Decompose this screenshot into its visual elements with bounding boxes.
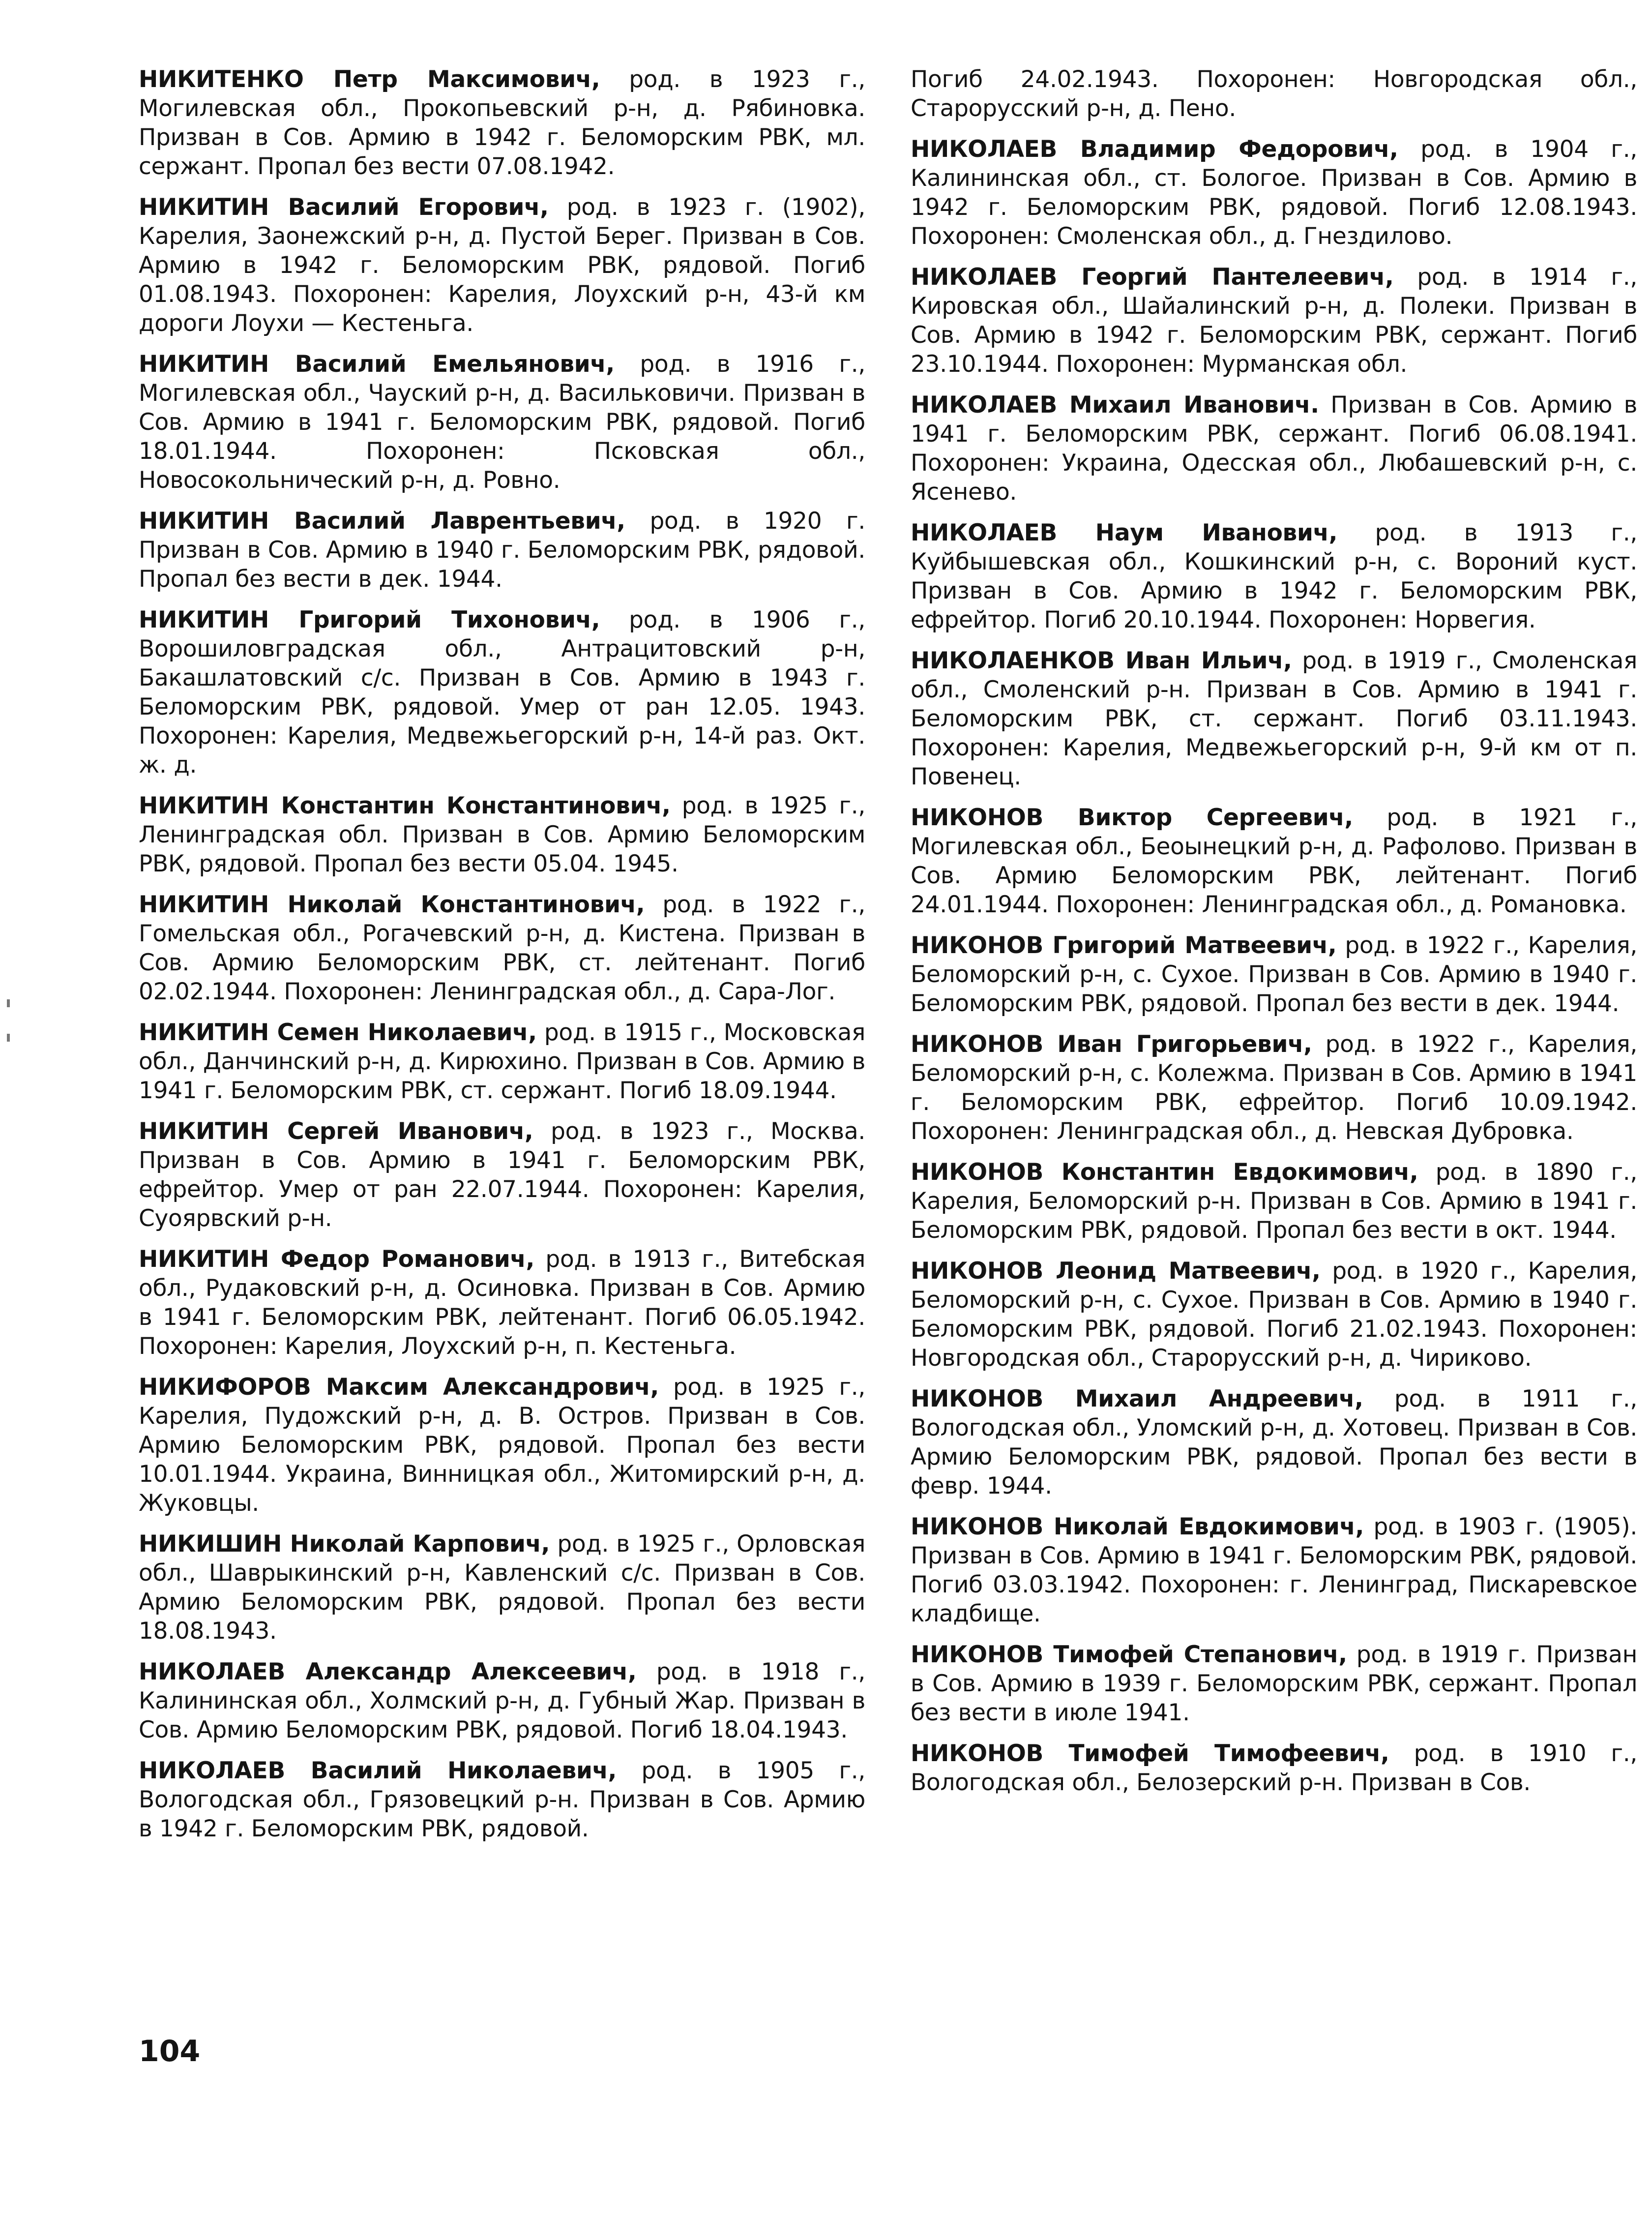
entry-text: род. в 1903 г. (1905). Призван в Сов. Армию в 1941 г. Беломорским РВК, рядовой. Погиб 03.03.1942. Похоронен: г. Ленинград, Пискаревское кладбище. [911,1513,1637,1627]
entry-name: НИКИТИН Василий Емельянович, [139,351,615,378]
entry-text: род. в 1925 г., Карелия, Пудожский р-н, д. В. Остров. Призван в Сов. Армию Беломорским РВК, рядовой. Пропал без вести 10.01.1944. Украина, Винницкая обл., Житомирский р-н, д. Жуковцы. [139,1374,865,1517]
margin-mark [7,1034,10,1042]
entry [139,605,865,780]
entry-name: НИКИТИН Василий Лаврентьевич, [139,508,625,535]
entry-text: род. в 1925 г., Орловская обл., Шаврыкинский р-н, Кавленский с/с. Призван в Сов. Армию Беломорским РВК, рядовой. Пропал без вести 18.08.1943. [139,1530,866,1645]
entry-name: НИКИТИН Семен Николаевич, [139,1019,537,1046]
entry [139,791,865,878]
entry-name: НИКИФОРОВ Максим Александрович, [139,1374,659,1401]
entry [139,1018,865,1105]
entry [139,1756,865,1843]
entry-name: НИКИТИН Константин Константинович, [139,792,671,819]
entry-text: род. в 1890 г., Карелия, Беломорский р-н. Призван в Сов. Армию в 1941 г. Беломорским РВК, рядовой. Пропал без вести в окт. 1944. [911,1159,1637,1244]
entry-text: род. в 1923 г. (1902), Карелия, Заонежский р-н, д. Пустой Берег. Призван в Сов. Армию в 1942 г. Беломорским РВК, рядовой. Погиб 01.08.1943. Похоронен: Карелия, Лоухский р-н, 43-й км дороги Лоухи — Кестеньга. [139,194,865,337]
entry [139,1657,865,1744]
entry-name: НИКОЛАЕНКОВ Иван Ильич, [911,647,1292,674]
right-column [911,65,1637,1809]
entry-name: НИКОНОВ Николай Евдокимович, [911,1513,1364,1540]
entry [911,263,1637,379]
entry-text: род. в 1923 г., Могилевская обл., Прокопьевский р-н, д. Рябиновка. Призван в Сов. Армию в 1942 г. Беломорским РВК, мл. сержант. Пропал без вести 07.08.1942. [139,66,865,180]
entry-text: род. в 1920 г., Карелия, Беломорский р-н, с. Сухое. Призван в Сов. Армию в 1940 г. Беломорским РВК, рядовой. Погиб 21.02.1943. Похоронен: Новгородская обл., Старорусский р-н, д. Чириково. [911,1258,1637,1372]
entry-name: НИКОНОВ Тимофей Степанович, [911,1641,1347,1668]
entry-name: НИКОНОВ Григорий Матвеевич, [911,932,1337,959]
entry-text: род. в 1904 г., Калининская обл., ст. Бологое. Призван в Сов. Армию в 1942 г. Беломорским РВК, рядовой. Погиб 12.08.1943. Похоронен: Смоленская обл., д. Гнездилово. [911,136,1637,250]
entry-text: род. в 1911 г., Вологодская обл., Уломский р-н, д. Хотовец. Призван в Сов. Армию Беломорским РВК, рядовой. Пропал без вести в февр. 1944. [911,1385,1637,1499]
entry [139,65,865,181]
entry [911,1158,1637,1245]
entry-text: род. в 1905 г., Вологодская обл., Грязовецкий р-н. Призван в Сов. Армию в 1942 г. Беломорским РВК, рядовой. [139,1757,865,1842]
entry-name: НИКОНОВ Иван Григорьевич, [911,1031,1312,1058]
entry-name: НИКОНОВ Тимофей Тимофеевич, [911,1740,1389,1767]
entry-name: НИКОЛАЕВ Михаил Иванович. [911,391,1319,419]
entry [911,931,1637,1018]
entry [911,1640,1637,1727]
entry-text: род. в 1921 г., Могилевская обл., Беоынецкий р-н, д. Рафолово. Призван в Сов. Армию Беломорским РВК, лейтенант. Погиб 24.01.1944. Похоронен: Ленинградская обл., д. Романовка. [911,804,1638,918]
entry [139,350,865,495]
entry-name: НИКОЛАЕВ Владимир Федорович, [911,136,1398,163]
entry-text: Призван в Сов. Армию в 1941 г. Беломорским РВК, сержант. Погиб 06.08.1941. Похоронен: Украина, Одесская обл., Любашевский р-н, с. Ясенево. [911,391,1637,506]
entry-name: НИКИТИН Сергей Иванович, [139,1118,533,1145]
entry-text: род. в 1923 г., Москва. Призван в Сов. Армию в 1941 г. Беломорским РВК, ефрейтор. Умер от ран 22.07.1944. Похоронен: Карелия, Суоярвский р-н. [139,1118,866,1232]
entry-name: НИКОЛАЕВ Георгий Пантелеевич, [911,264,1394,291]
entry-name: НИКИТЕНКО Петр Максимович, [139,66,600,93]
entry-text: род. в 1914 г., Кировская обл., Шайалинский р-н, д. Полеки. Призван в Сов. Армию в 1942 г. Беломорским РВК, сержант. Погиб 23.10.1944. Похоронен: Мурманская обл. [911,264,1637,378]
entry [911,803,1637,919]
entry [911,1384,1637,1500]
entry [139,507,865,594]
entry [139,890,865,1006]
entry-text: род. в 1925 г., Ленинградская обл. Призван в Сов. Армию Беломорским РВК, рядовой. Пропал без вести 05.04. 1945. [139,792,865,877]
entry-text: род. в 1913 г., Витебская обл., Рудаковский р-н, д. Осиновка. Призван в Сов. Армию в 1941 г. Беломорским РВК, лейтенант. Погиб 06.05.1942. Похоронен: Карелия, Лоухский р-н, п. Кестеньга. [139,1246,866,1360]
entry-name: НИКОНОВ Михаил Андреевич, [911,1385,1363,1412]
entry-text: род. в 1910 г., Вологодская обл., Белозерский р-н. Призван в Сов. [911,1740,1637,1796]
entry [911,646,1637,791]
entry-name: НИКОЛАЕВ Наум Иванович, [911,519,1338,546]
entry-text: род. в 1919 г., Смоленская обл., Смоленский р-н. Призван в Сов. Армию в 1941 г. Беломорским РВК, ст. сержант. Погиб 03.11.1943. Похоронен: Карелия, Медвежьегорский р-н, 9-й км от п. Повенец. [911,647,1637,790]
entry-text: род. в 1915 г., Московская обл., Данчинский р-н, д. Кирюхино. Призван в Сов. Армию в 1941 г. Беломорским РВК, ст. сержант. Погиб 18.09.1944. [139,1019,866,1104]
entry-text: род. в 1922 г., Карелия, Беломорский р-н, с. Колежма. Призван в Сов. Армию в 1941 г. Беломорским РВК, ефрейтор. Погиб 10.09.1942. Похоронен: Ленинградская обл., д. Невская Дубровка. [911,1031,1637,1145]
entry-name: НИКИШИН Николай Карпович, [139,1530,550,1558]
entry [911,390,1637,507]
entry [139,1373,865,1518]
entry [139,1529,865,1646]
entry [911,65,1637,123]
entry-name: НИКИТИН Федор Романович, [139,1246,535,1273]
entry-text: род. в 1918 г., Калининская обл., Холмский р-н, д. Губный Жар. Призван в Сов. Армию Беломорским РВК, рядовой. Погиб 18.04.1943. [139,1658,865,1743]
entry [139,1245,865,1361]
entry [911,135,1637,251]
entry-name: НИКИТИН Григорий Тихонович, [139,606,600,633]
entry [911,1739,1637,1797]
entry-name: НИКИТИН Николай Константинович, [139,891,645,918]
entry-name: НИКОНОВ Константин Евдокимович, [911,1159,1418,1186]
entry-text: род. в 1922 г., Карелия, Беломорский р-н, с. Сухое. Призван в Сов. Армию в 1940 г. Беломорским РВК, рядовой. Пропал без вести в дек. 1944. [911,932,1637,1017]
entry-name: НИКОНОВ Виктор Сергеевич, [911,804,1353,831]
entry [911,1030,1637,1146]
entry [911,1512,1637,1628]
entry-text: род. в 1913 г., Куйбышевская обл., Кошкинский р-н, с. Вороний куст. Призван в Сов. Армию в 1942 г. Беломорским РВК, ефрейтор. Погиб 20.10.1944. Похоронен: Норвегия. [911,519,1637,633]
entry [911,1257,1637,1373]
page-number: 104 [139,2034,201,2069]
entry-name: НИКОНОВ Леонид Матвеевич, [911,1258,1321,1285]
entry-text: род. в 1916 г., Могилевская обл., Чауский р-н, д. Васильковичи. Призван в Сов. Армию в 1941 г. Беломорским РВК, рядовой. Погиб 18.01.1944. Похоронен: Псковская обл., Новосокольнический р-н, д. Ровно. [139,351,865,494]
entry-name: НИКИТИН Василий Егорович, [139,194,549,221]
entry-text: род. в 1920 г. Призван в Сов. Армию в 1940 г. Беломорским РВК, рядовой. Пропал без вести в дек. 1944. [139,508,866,593]
entry [139,1117,865,1233]
entry-text: Погиб 24.02.1943. Похоронен: Новгородская обл., Старорусский р-н, д. Пено. [911,66,1637,122]
entry-text: род. в 1922 г., Гомельская обл., Рогачевский р-н, д. Кистена. Призван в Сов. Армию Беломорским РВК, ст. лейтенант. Погиб 02.02.1944. Похоронен: Ленинградская обл., д. Сара-Лог. [139,891,865,1005]
entry [911,518,1637,634]
entry-text: род. в 1919 г. Призван в Сов. Армию в 1939 г. Беломорским РВК, сержант. Пропал без вести в июле 1941. [911,1641,1638,1726]
entry-name: НИКОЛАЕВ Василий Николаевич, [139,1757,617,1784]
entry-text: род. в 1906 г., Ворошиловградская обл., Антрацитовский р-н, Бакашлатовский с/с. Призван в Сов. Армию в 1943 г. Беломорским РВК, рядовой. Умер от ран 12.05. 1943. Похоронен: Карелия, Медвежьегорский р-н, 14-й раз. Окт. ж. д. [139,606,865,779]
left-column [139,65,865,1855]
entry-name: НИКОЛАЕВ Александр Алексеевич, [139,1658,637,1685]
entry [139,193,865,338]
margin-mark [7,999,10,1007]
